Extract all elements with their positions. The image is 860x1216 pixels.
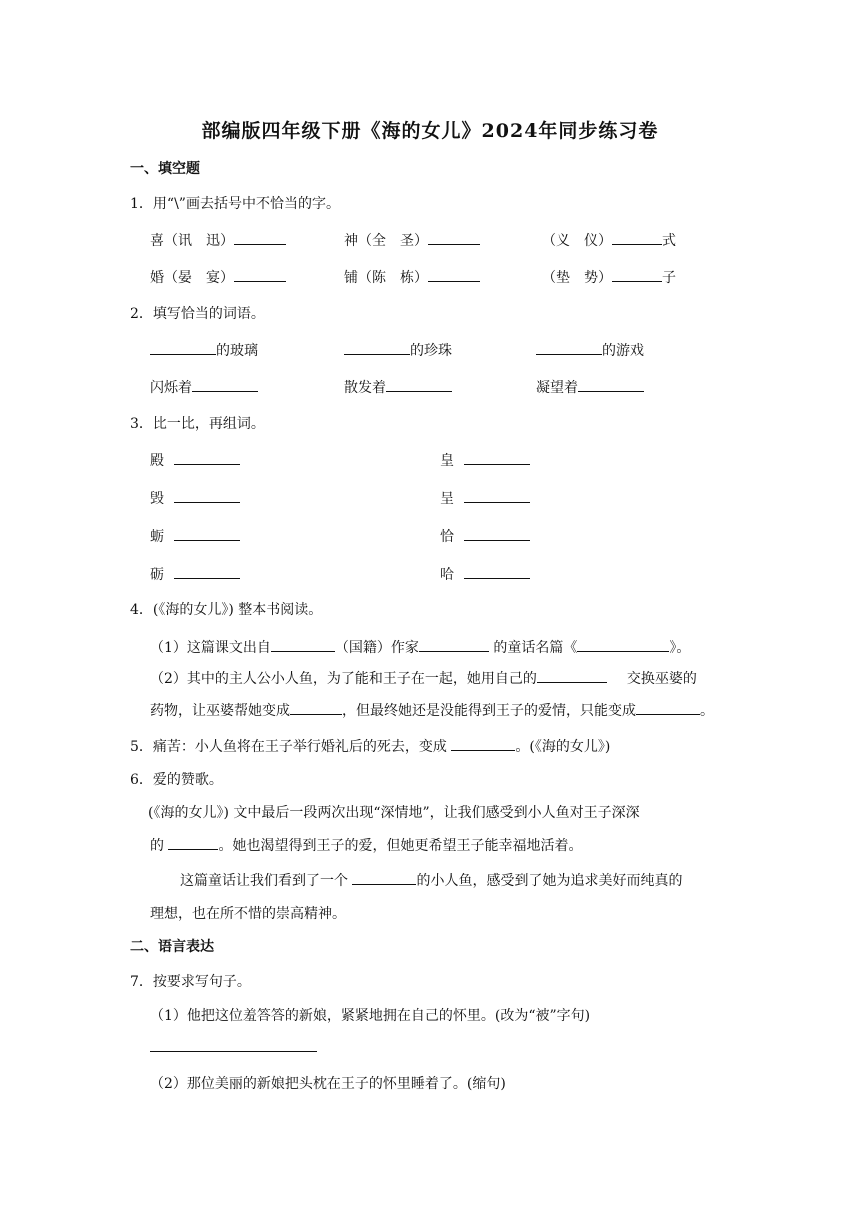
q3-stem: 3．比一比，再组词。 [130, 416, 265, 432]
section-heading-language: 二、语言表达 [130, 939, 214, 955]
answer-blank[interactable] [612, 266, 662, 282]
q2-item: 凝望着 [536, 376, 644, 397]
answer-blank[interactable] [174, 449, 240, 465]
answer-blank[interactable] [168, 834, 218, 850]
q3-item: 砺 [150, 563, 240, 584]
answer-blank[interactable] [537, 667, 607, 683]
answer-blank[interactable] [577, 636, 669, 652]
q6-line: (《海的女儿》) 文中最后一段两次出现“深情地”，让我们感受到小人鱼对王子深深 [148, 805, 640, 821]
answer-blank[interactable] [352, 869, 416, 885]
q1-item: （义 仪） 式 [542, 229, 676, 250]
answer-blank[interactable] [428, 229, 480, 245]
answer-blank[interactable] [536, 339, 602, 355]
q7-stem: 7．按要求写句子。 [130, 974, 251, 990]
q1-item: 喜（讯 迅） [150, 229, 286, 250]
q4-line: （2）其中的主人公小人鱼，为了能和王子在一起，她用自己的 交换巫婆的 [150, 667, 697, 688]
q3-item: 殿 [150, 449, 240, 470]
q2-item: 的玻璃 [150, 339, 258, 360]
q3-item: 呈 [440, 487, 530, 508]
page-title: 部编版四年级下册《海的女儿》2024年同步练习卷 [201, 120, 659, 142]
q7-sentence: （1）他把这位羞答答的新娘，紧紧地拥在自己的怀里。(改为“被”字句) [150, 1008, 591, 1024]
q1-item: 神（全 圣） [344, 229, 480, 250]
q6-line: 的 。她也渴望得到王子的爱，但她更希望王子能幸福地活着。 [150, 834, 582, 855]
q2-item: 的珍珠 [344, 339, 452, 360]
answer-blank[interactable] [174, 563, 240, 579]
q6-stem: 6．爱的赞歌。 [130, 772, 223, 788]
q3-item: 恰 [440, 525, 530, 546]
answer-blank[interactable] [290, 699, 342, 715]
answer-blank[interactable] [174, 525, 240, 541]
answer-line[interactable] [150, 1050, 317, 1052]
answer-blank[interactable] [234, 229, 286, 245]
q4-line: 药物，让巫婆帮她变成 ，但最终她还是没能得到王子的爱情，只能变成 。 [150, 699, 714, 720]
answer-blank[interactable] [192, 376, 258, 392]
answer-blank[interactable] [464, 563, 530, 579]
q2-stem: 2．填写恰当的词语。 [130, 306, 265, 322]
q2-item: 闪烁着 [150, 376, 258, 397]
answer-blank[interactable] [464, 525, 530, 541]
answer-blank[interactable] [428, 266, 480, 282]
q3-item: 哈 [440, 563, 530, 584]
q1-stem: 1．用“\”画去括号中不恰当的字。 [130, 196, 340, 212]
q1-item: 铺（陈 栋） [344, 266, 480, 287]
q2-item: 散发着 [344, 376, 452, 397]
section-heading-fill-blank: 一、填空题 [130, 161, 200, 177]
q6-line: 理想，也在所不惜的崇高精神。 [150, 906, 346, 922]
answer-blank[interactable] [344, 339, 410, 355]
q3-item: 皇 [440, 449, 530, 470]
q6-line: 这篇童话让我们看到了一个 的小人鱼，感受到了她为追求美好而纯真的 [180, 869, 682, 890]
answer-blank[interactable] [464, 449, 530, 465]
q5-line: 5．痛苦：小人鱼将在王子举行婚礼后的死去，变成 。(《海的女儿》) [130, 735, 610, 756]
answer-blank[interactable] [612, 229, 662, 245]
q4-line: （1）这篇课文出自 （国籍）作家 的童话名篇《 》。 [150, 636, 690, 657]
q1-item: （垫 势） 子 [542, 266, 676, 287]
answer-blank[interactable] [150, 339, 216, 355]
answer-blank[interactable] [234, 266, 286, 282]
answer-blank[interactable] [578, 376, 644, 392]
answer-blank[interactable] [174, 487, 240, 503]
answer-blank[interactable] [386, 376, 452, 392]
q4-stem: 4．(《海的女儿》) 整本书阅读。 [130, 602, 323, 618]
q1-item: 婚（晏 宴） [150, 266, 286, 287]
answer-blank[interactable] [636, 699, 700, 715]
answer-blank[interactable] [464, 487, 530, 503]
q3-item: 蛎 [150, 525, 240, 546]
answer-blank[interactable] [271, 636, 335, 652]
q7-sentence: （2）那位美丽的新娘把头枕在王子的怀里睡着了。(缩句) [150, 1076, 506, 1092]
answer-blank[interactable] [451, 735, 515, 751]
q2-item: 的游戏 [536, 339, 644, 360]
answer-blank[interactable] [419, 636, 489, 652]
q3-item: 毁 [150, 487, 240, 508]
